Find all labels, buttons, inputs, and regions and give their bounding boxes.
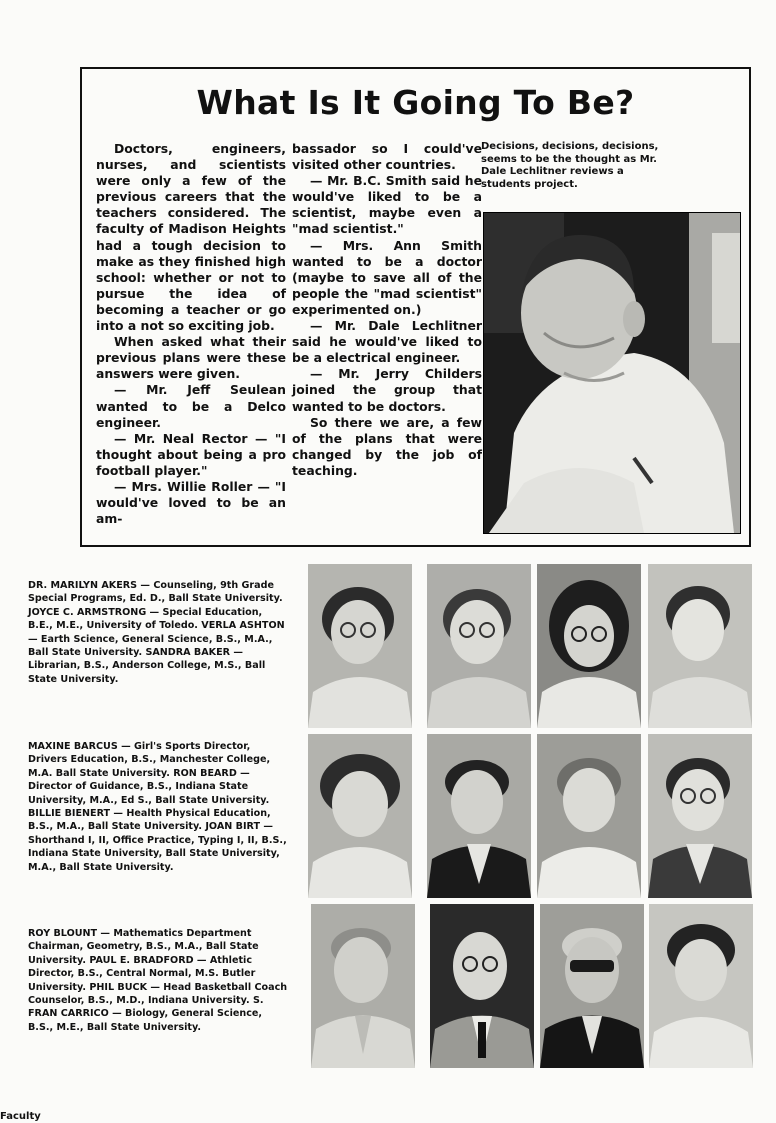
faculty-portrait [537, 564, 641, 728]
story-paragraph: Doctors, engineers, nurses, and scientists were only a few of the previous careers that the teachers considered. The faculty of Madison Heights had a tough decision to make as they finished high school: whether or not to pursue the idea of becoming a teacher or go into a not so exciting job. [96, 141, 286, 334]
faculty-portrait [649, 904, 753, 1068]
faculty-portrait [648, 734, 752, 898]
story-paragraph: When asked what their previous plans were these answers were given. [96, 334, 286, 382]
story-paragraph: So there we are, a few of the plans that were changed by the job of teaching. [292, 414, 482, 478]
faculty-row-2-text: MAXINE BARCUS — Girl's Sports Director, Drivers Education, B.S., Manchester College, M.A. Ball State University. RON BEARD — Director of Guidance, B.S., Indiana State University, M.A., Ed S., Ball State University. BILLIE BIENERT — Health Physical Education, B.S., M.A., Ball State University. JOAN BIRT — Shorthand I, II, Office Practice, Typing I, II, B.S., Indiana State University, Ball State University, M.A., Ball State University. [28, 741, 287, 873]
story-column-1 [96, 141, 286, 527]
faculty-row-3-text: ROY BLOUNT — Mathematics Department Chairman, Geometry, B.S., M.A., Ball State University. PAUL E. BRADFORD — Athletic Director, B.S., Central Normal, M.S. Butler University. PHIL BUCK — Head Basketball Coach Counselor, B.S., M.D., Indiana University. S. FRAN CARRICO — Biology, General Science, B.S., M.E., Ball State University. [28, 928, 288, 1033]
photo-caption: Decisions, decisions, decisions, seems to be the thought as Mr. Dale Lechlitner reviews a students project. [481, 141, 659, 190]
faculty-portrait [648, 564, 752, 728]
story-paragraph: — Mr. Neal Rector — "I thought about being a pro football player." [96, 430, 286, 478]
feature-story-box [80, 67, 751, 547]
faculty-portrait [537, 734, 641, 898]
faculty-portrait [430, 904, 534, 1068]
story-paragraph: bassador so I could've visited other countries. [292, 141, 482, 173]
story-paragraph: — Mr. Jeff Seulean wanted to be a Delco engineer. [96, 382, 286, 430]
faculty-row-1-text: DR. MARILYN AKERS — Counseling, 9th Grade Special Programs, Ed. D., Ball State University. JOYCE C. ARMSTRONG — Special Education, B.E., M.E., University of Toledo. VERLA ASHTON — Earth Science, General Science, B.S., M.A., Ball State University. SANDRA BAKER — Librarian, B.S., Anderson College, M.S., Ball State University. [28, 580, 285, 685]
faculty-portrait [311, 904, 415, 1068]
faculty-portrait [427, 564, 531, 728]
story-paragraph: — Mrs. Willie Roller — "I would've loved to be an am- [96, 478, 286, 527]
teacher-at-desk-photo [483, 212, 741, 534]
faculty-portrait [308, 734, 412, 898]
story-column-2 [292, 141, 482, 479]
story-paragraph: — Mrs. Ann Smith wanted to be a doctor (maybe to save all of the people the "mad scientist" experimented on.) [292, 237, 482, 317]
story-paragraph: — Mr. Jerry Childers joined the group that wanted to be doctors. [292, 366, 482, 414]
story-headline: What Is It Going To Be? [196, 83, 635, 122]
faculty-portrait [427, 734, 531, 898]
page-folio: Faculty [0, 1111, 41, 1122]
story-paragraph: — Mr. B.C. Smith said he would've liked to be a scientist, maybe even a "mad scientist." [292, 173, 482, 237]
faculty-portrait [308, 564, 412, 728]
story-paragraph: — Mr. Dale Lechlitner said he would've liked to be a electrical engineer. [292, 318, 482, 366]
faculty-portrait [540, 904, 644, 1068]
